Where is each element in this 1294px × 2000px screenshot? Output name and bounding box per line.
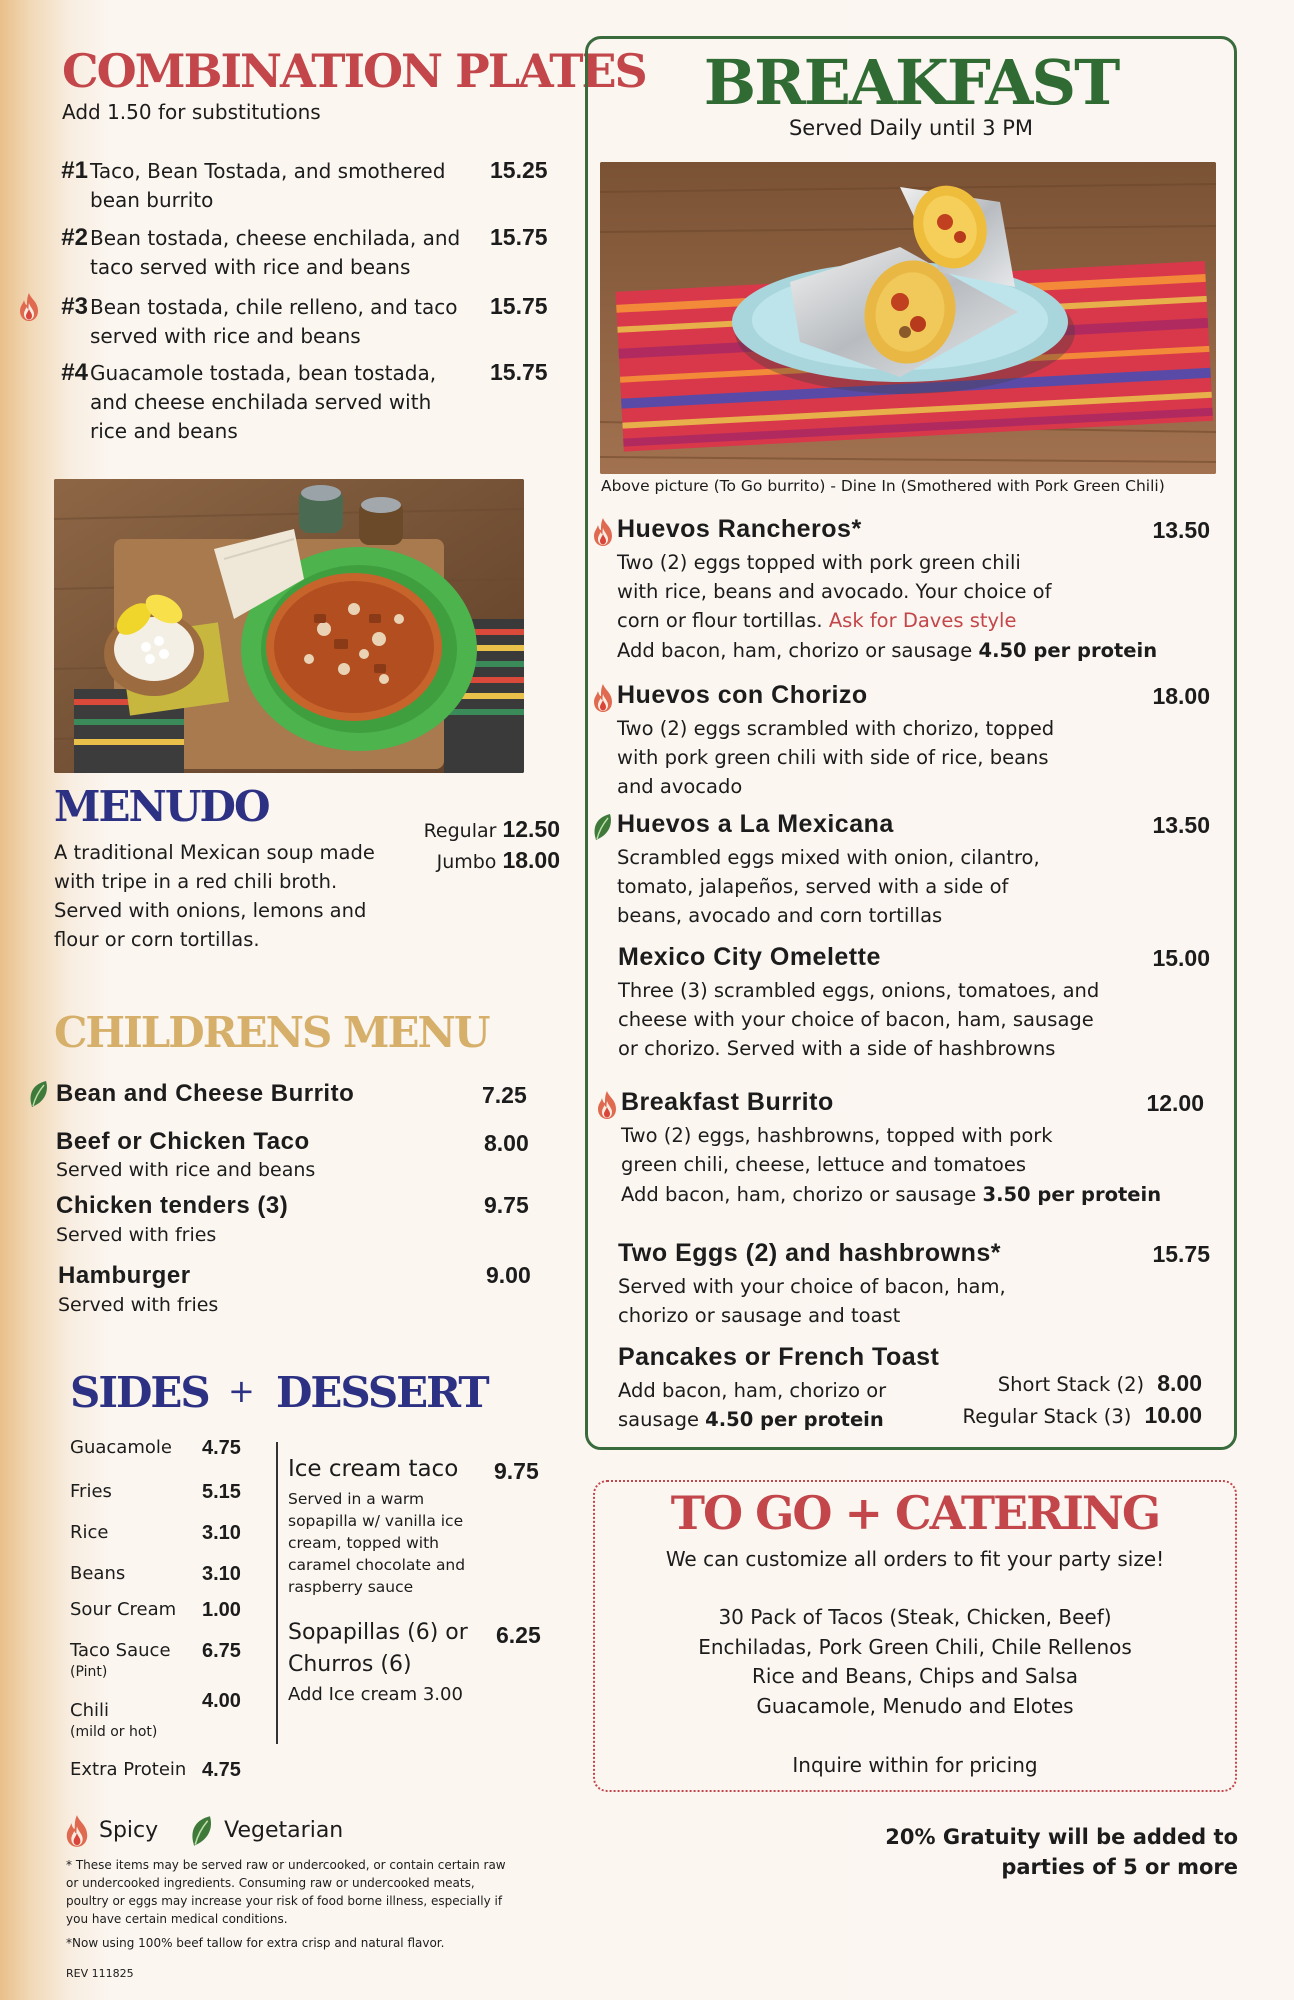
kids-item-name: Hamburger: [58, 1262, 191, 1289]
dessert-item-name: Sopapillas (6) or: [288, 1620, 468, 1645]
breakfast-item-desc: Two (2) eggs topped with pork green chili with rice, beans and avocado. Your choice of corn or flour tortillas.: [617, 551, 1052, 632]
dessert-item-name: Ice cream taco: [288, 1456, 459, 1482]
combo-number: #2: [61, 224, 88, 251]
breakfast-item-price: 15.75: [1152, 1241, 1210, 1267]
breakfast-subtitle: Served Daily until 3 PM: [788, 116, 1034, 140]
side-item: [70, 1563, 250, 1584]
stack-label: Short Stack (2): [997, 1373, 1145, 1396]
breakfast-item-price: 13.50: [1152, 812, 1210, 838]
menudo-size-row: [400, 847, 560, 878]
breakfast-title: BREAKFAST: [703, 46, 1119, 119]
combo-number: #3: [61, 293, 88, 320]
breakfast-item-name: Huevos Rancheros*: [617, 515, 862, 543]
side-name: Taco Sauce: [70, 1640, 171, 1661]
side-price: 3.10: [202, 1522, 241, 1544]
kids-item-price: 9.75: [484, 1192, 529, 1218]
breakfast-item-extra-price: 3.50 per protein: [982, 1183, 1162, 1206]
side-price: 3.10: [202, 1563, 241, 1585]
side-price: 4.75: [202, 1437, 241, 1459]
kids-item-price: 8.00: [484, 1130, 529, 1156]
side-item: [70, 1599, 250, 1620]
daves-style-note: Ask for Daves style: [828, 609, 1017, 632]
side-name: Sour Cream: [70, 1599, 177, 1620]
togo-line: 30 Pack of Tacos (Steak, Chicken, Beef): [718, 1605, 1112, 1629]
kids-menu-title: CHILDRENS MENU: [54, 1008, 489, 1057]
togo-title: TO GO + CATERING: [670, 1486, 1160, 1540]
menudo-title: MENUDO: [54, 782, 269, 831]
flame-icon: [62, 1814, 92, 1848]
breakfast-item-name: Pancakes or French Toast: [618, 1343, 940, 1371]
breakfast-item-name: Two Eggs (2) and hashbrowns*: [618, 1239, 1002, 1267]
breakfast-item-name: Huevos a La Mexicana: [617, 810, 894, 838]
legend: [62, 1814, 343, 1848]
menudo-size-row: [400, 816, 560, 847]
leaf-icon: [26, 1079, 52, 1109]
legend-spicy: Spicy: [99, 1818, 159, 1843]
dessert-title: DESSERT: [276, 1368, 488, 1417]
breakfast-item-desc: Scrambled eggs mixed with onion, cilantro, tomato, jalapeños, served with a side of beans, avocado and corn tortillas: [617, 846, 1040, 927]
side-item: [70, 1759, 250, 1780]
breakfast-item-name: Breakfast Burrito: [621, 1088, 834, 1116]
sides-divider: [276, 1442, 278, 1744]
dessert-item-price: 9.75: [494, 1458, 539, 1484]
side-item: [70, 1690, 250, 1740]
stack-label: Regular Stack (3): [962, 1405, 1132, 1428]
breakfast-item-price: 12.00: [1146, 1090, 1204, 1116]
side-name: Rice: [70, 1522, 109, 1543]
flame-icon: [590, 517, 616, 547]
side-price: 5.15: [202, 1481, 241, 1503]
flame-icon: [16, 292, 42, 322]
dessert-item-desc: Add Ice cream 3.00: [288, 1684, 463, 1705]
side-price: 4.00: [202, 1690, 241, 1712]
breakfast-item: [594, 1088, 1204, 1209]
size-label: Jumbo: [436, 851, 497, 873]
leaf-icon: [590, 812, 616, 842]
kids-item-price: 7.25: [482, 1082, 527, 1108]
breakfast-item: [590, 515, 1210, 665]
combo-number: #4: [61, 359, 88, 386]
disclaimer: * These items may be served raw or undercooked, or contain certain raw or undercooked ingredients. Consuming raw or undercooked meats, poultry or eggs may increase your risk of food borne illness, especially if you have certain medical conditions.: [66, 1858, 506, 1926]
leaf-icon: [187, 1814, 217, 1848]
togo-line: Rice and Beans, Chips and Salsa: [751, 1664, 1079, 1688]
stack-prices: [930, 1370, 1202, 1434]
combo-price: 15.75: [490, 224, 548, 250]
breakfast-item-desc: Two (2) eggs, hashbrowns, topped with pork green chili, cheese, lettuce and tomatoes: [621, 1124, 1053, 1176]
side-item: [70, 1481, 250, 1502]
dessert-item-desc: Served in a warm sopapilla w/ vanilla ice cream, topped with caramel chocolate and raspberry sauce: [288, 1490, 466, 1596]
kids-item-name: Beef or Chicken Taco: [56, 1128, 310, 1155]
gratuity-line: parties of 5 or more: [1001, 1855, 1238, 1879]
burrito-photo: [600, 162, 1216, 474]
size-price: 12.50: [502, 816, 560, 842]
togo-line: Enchiladas, Pork Green Chili, Chile Rellenos: [698, 1635, 1132, 1659]
kids-item-price: 9.00: [486, 1262, 531, 1288]
togo-pricing: Inquire within for pricing: [792, 1753, 1038, 1777]
dessert-item-name-2: Churros (6): [288, 1652, 412, 1677]
combo-price: 15.25: [490, 157, 548, 183]
combo-description: Taco, Bean Tostada, and smothered bean burrito: [90, 159, 446, 212]
breakfast-item-extra: Add bacon, ham, chorizo or sausage: [621, 1183, 983, 1206]
breakfast-item: [590, 681, 1210, 801]
revision-code: REV 111825: [66, 1967, 134, 1980]
flame-icon: [594, 1090, 620, 1120]
combo-number: #1: [61, 157, 88, 184]
burrito-caption: Above picture (To Go burrito) - Dine In (Smothered with Pork Green Chili): [601, 477, 1165, 495]
breakfast-item-desc: Three (3) scrambled eggs, onions, tomatoes, and cheese with your choice of bacon, ham, sausage or chorizo. Served with a side of hashbrowns: [618, 979, 1100, 1060]
side-name: Guacamole: [70, 1437, 172, 1458]
menudo-prices: [400, 816, 560, 878]
dessert-item-price: 6.25: [496, 1622, 541, 1648]
breakfast-item-desc: Two (2) eggs scrambled with chorizo, topped with pork green chili with side of rice, beans and avocado: [617, 717, 1055, 798]
breakfast-item-price: 13.50: [1152, 517, 1210, 543]
togo-intro: We can customize all orders to fit your party size!: [665, 1547, 1165, 1571]
side-name: Extra Protein: [70, 1759, 187, 1780]
sides-plus: +: [228, 1372, 255, 1410]
kids-item-sub: Served with fries: [56, 1224, 217, 1246]
combo-description: Bean tostada, cheese enchilada, and taco served with rice and beans: [90, 226, 461, 279]
combo-price: 15.75: [490, 359, 548, 385]
side-note: (mild or hot): [70, 1724, 158, 1740]
size-price: 18.00: [502, 847, 560, 873]
side-item: [70, 1437, 250, 1458]
side-name: Beans: [70, 1563, 126, 1584]
sides-title: SIDES: [70, 1368, 209, 1417]
combo-price: 15.75: [490, 293, 548, 319]
combo-description: Bean tostada, chile relleno, and taco served with rice and beans: [90, 295, 458, 348]
side-name: Chili: [70, 1700, 109, 1721]
combo-title: COMBINATION PLATES: [62, 44, 646, 98]
breakfast-item-price: 18.00: [1152, 683, 1210, 709]
stack-price: 8.00: [1157, 1370, 1202, 1396]
gratuity-note: [860, 1822, 1238, 1882]
breakfast-item-desc: Served with your choice of bacon, ham, chorizo or sausage and toast: [618, 1275, 1006, 1327]
legend-vegetarian: Vegetarian: [224, 1818, 344, 1843]
side-item: [70, 1640, 250, 1680]
breakfast-item-name: Mexico City Omelette: [618, 943, 881, 971]
breakfast-item: [590, 1239, 1210, 1330]
kids-item-name: Chicken tenders (3): [56, 1192, 289, 1219]
side-price: 4.75: [202, 1759, 241, 1781]
breakfast-item-extra-price: 4.50 per protein: [978, 639, 1158, 662]
kids-item-sub: Served with rice and beans: [56, 1159, 316, 1181]
breakfast-item: [590, 943, 1210, 1063]
side-note: (Pint): [70, 1664, 108, 1680]
breakfast-item-extra: Add bacon, ham, chorizo or sausage: [617, 639, 979, 662]
flame-icon: [590, 683, 616, 713]
menudo-photo: [54, 479, 524, 773]
gratuity-line: 20% Gratuity will be added to: [885, 1825, 1238, 1849]
togo-line: Guacamole, Menudo and Elotes: [756, 1694, 1074, 1718]
breakfast-item: [590, 810, 1210, 930]
side-name: Fries: [70, 1481, 112, 1502]
kids-item-sub: Served with fries: [58, 1294, 219, 1316]
size-label: Regular: [423, 820, 497, 842]
tallow-note: *Now using 100% beef tallow for extra crisp and natural flavor.: [66, 1936, 445, 1950]
breakfast-item-price: 15.00: [1152, 945, 1210, 971]
breakfast-item-extra-price: 4.50 per protein: [705, 1408, 884, 1431]
breakfast-item-desc: Add bacon, ham, chorizo or sausage: [618, 1379, 887, 1431]
stack-price: 10.00: [1144, 1402, 1202, 1428]
breakfast-item-name: Huevos con Chorizo: [617, 681, 868, 709]
menudo-description: A traditional Mexican soup made with tripe in a red chili broth. Served with onions, lemons and flour or corn tortillas.: [54, 841, 375, 951]
combo-description: Guacamole tostada, bean tostada, and cheese enchilada served with rice and beans: [90, 361, 437, 443]
side-item: [70, 1522, 250, 1543]
kids-item-name: Bean and Cheese Burrito: [56, 1080, 355, 1107]
combo-subtitle: Add 1.50 for substitutions: [62, 100, 321, 124]
side-price: 1.00: [202, 1599, 241, 1621]
side-price: 6.75: [202, 1640, 241, 1662]
